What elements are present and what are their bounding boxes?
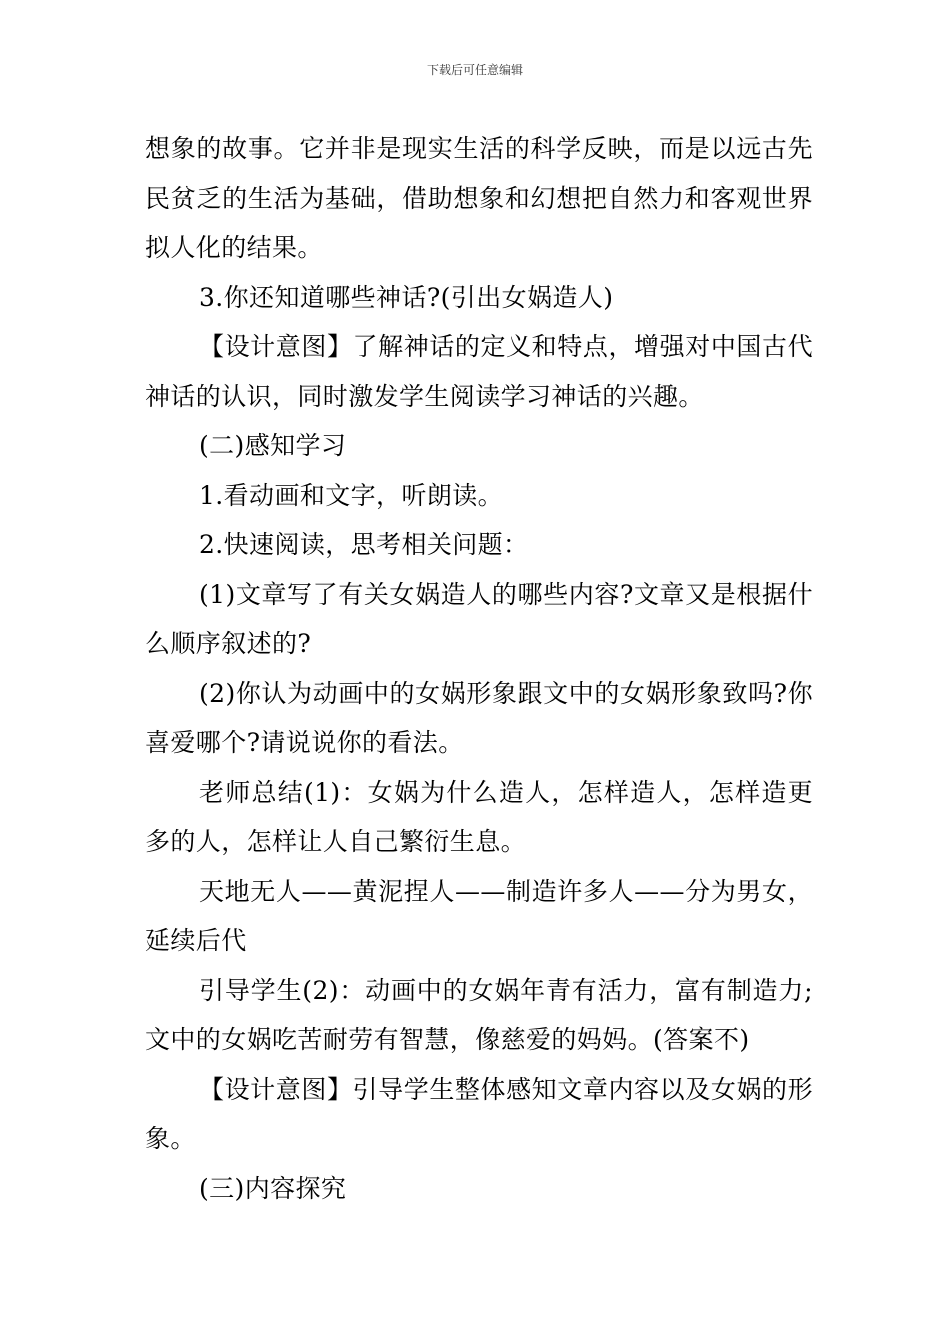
paragraph-11: 引导学生(2)：动画中的女娲年青有活力，富有制造力;文中的女娲吃苦耐劳有智慧，像慈爱的妈妈。(答案不)	[145, 975, 813, 1054]
paragraph-3: 【设计意图】了解神话的定义和特点，增强对中国古代神话的认识，同时激发学生阅读学习神话的兴趣。	[145, 332, 813, 411]
paragraph-7: (1)文章写了有关女娲造人的哪些内容?文章又是根据什么顺序叙述的?	[145, 579, 813, 658]
paragraph-10: 天地无人——黄泥捏人——制造许多人——分为男女，延续后代	[145, 876, 813, 955]
paragraph-5: 1.看动画和文字，听朗读。	[199, 480, 504, 510]
document-body	[145, 124, 813, 1213]
paragraph-8: (2)你认为动画中的女娲形象跟文中的女娲形象致吗?你喜爱哪个?请说说你的看法。	[145, 678, 813, 757]
paragraph-6: 2.快速阅读，思考相关问题：	[199, 530, 529, 559]
paragraph-12: 【设计意图】引导学生整体感知文章内容以及女娲的形象。	[145, 1074, 813, 1153]
paragraph-13: (三)内容探究	[199, 1173, 347, 1203]
paragraph-9: 老师总结(1)：女娲为什么造人，怎样造人，怎样造更多的人，怎样让人自己繁衍生息。	[145, 777, 813, 856]
page-header: 下载后可任意编辑	[426, 63, 523, 77]
paragraph-4: (二)感知学习	[199, 431, 347, 460]
paragraph-1: 想象的故事。它并非是现实生活的科学反映，而是以远古先民贫乏的生活为基础，借助想象和幻想把自然力和客观世界拟人化的结果。	[145, 134, 813, 262]
paragraph-2: 3.你还知道哪些神话?(引出女娲造人)	[199, 282, 614, 312]
